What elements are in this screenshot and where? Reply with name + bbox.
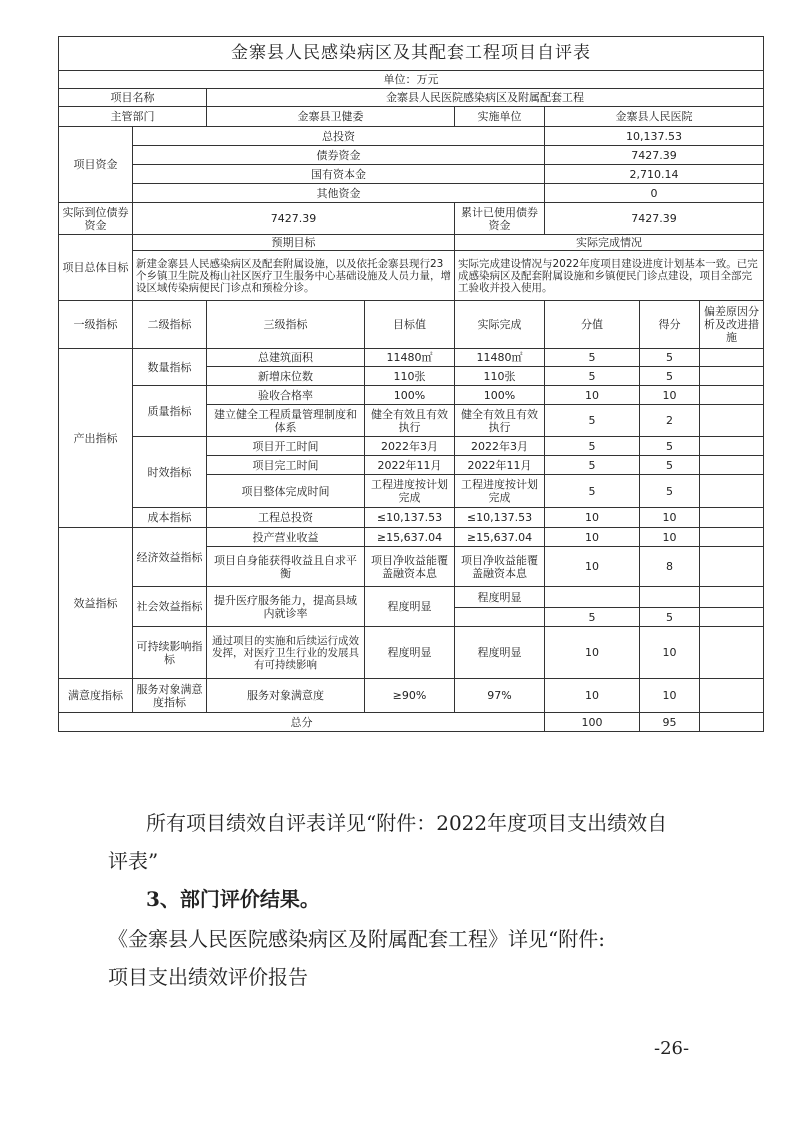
target-cell: ≥90%: [365, 679, 455, 713]
deviation-cell: [700, 386, 764, 405]
goal-label: 项目总体目标: [59, 235, 133, 301]
l2-cost: 成本指标: [133, 508, 207, 528]
used-bond-value: 7427.39: [545, 203, 764, 235]
deviation-cell: [700, 508, 764, 528]
l2-quality: 质量指标: [133, 386, 207, 437]
fund-row-label: 其他资金: [133, 184, 545, 203]
target-cell: 工程进度按计划完成: [365, 475, 455, 508]
header-cell: 偏差原因分析及改进措施: [700, 301, 764, 349]
fund-row-value: 7427.39: [545, 146, 764, 165]
deviation-cell: [700, 437, 764, 456]
fund-row-value: 2,710.14: [545, 165, 764, 184]
actual-cell: 2022年3月: [455, 437, 545, 456]
deviation-cell: [700, 679, 764, 713]
page-number: -26-: [654, 1038, 690, 1059]
unit-label: 单位：万元: [59, 71, 764, 89]
target-cell: ≥15,637.04: [365, 528, 455, 547]
deviation-cell: [700, 405, 764, 437]
l3-cell: 新增床位数: [207, 367, 365, 386]
score-max-cell: 5: [545, 608, 640, 627]
l3-cell: 建立健全工程质量管理制度和体系: [207, 405, 365, 437]
l3-cell: 验收合格率: [207, 386, 365, 405]
actual-bond-label: 实际到位债券资金: [59, 203, 133, 235]
score-max-cell: 10: [545, 679, 640, 713]
score-cell: 10: [640, 528, 700, 547]
deviation-cell: [700, 456, 764, 475]
dept-value: 金寨县卫健委: [207, 107, 455, 127]
deviation-cell: [700, 475, 764, 508]
deviation-cell: [700, 367, 764, 386]
project-name-label: 项目名称: [59, 89, 207, 107]
used-bond-label: 累计已使用债券资金: [455, 203, 545, 235]
actual-cell: 97%: [455, 679, 545, 713]
l2-timeliness: 时效指标: [133, 437, 207, 508]
section-heading-3: 3、部门评价结果。: [146, 887, 320, 911]
fund-row-label: 总投资: [133, 127, 545, 146]
actual-cell: ≥15,637.04: [455, 528, 545, 547]
score-cell: 5: [640, 608, 700, 627]
target-cell: 100%: [365, 386, 455, 405]
actual-goal-label: 实际完成情况: [455, 235, 764, 251]
score-max-cell: 5: [545, 475, 640, 508]
impl-label: 实施单位: [455, 107, 545, 127]
score-cell: 10: [640, 679, 700, 713]
self-evaluation-table: [58, 36, 764, 732]
deviation-cell: [700, 528, 764, 547]
l3-cell: 项目整体完成时间: [207, 475, 365, 508]
total-max: 100: [545, 713, 640, 732]
target-cell: 2022年11月: [365, 456, 455, 475]
fund-row-label: 国有资本金: [133, 165, 545, 184]
fund-label: 项目资金: [59, 127, 133, 203]
target-cell: 健全有效且有效执行: [365, 405, 455, 437]
score-cell: 8: [640, 547, 700, 587]
header-cell: 二级指标: [133, 301, 207, 349]
header-cell: 三级指标: [207, 301, 365, 349]
actual-goal-text: 实际完成建设情况与2022年度项目建设进度计划基本一致。已完成感染病区及配套附属设施和乡镇便民门诊点建设，项目全部完工验收并投入使用。: [455, 251, 764, 301]
score-cell: 10: [640, 508, 700, 528]
expected-goal-label: 预期目标: [133, 235, 455, 251]
fund-row-label: 债券资金: [133, 146, 545, 165]
score-max-cell: 10: [545, 627, 640, 679]
actual-bond-value: 7427.39: [133, 203, 455, 235]
target-cell: 110张: [365, 367, 455, 386]
dept-label: 主管部门: [59, 107, 207, 127]
header-cell: 一级指标: [59, 301, 133, 349]
score-cell: 5: [640, 349, 700, 367]
l3-cell: 工程总投资: [207, 508, 365, 528]
l2-sustain: 可持续影响指标: [133, 627, 207, 679]
score-cell: 10: [640, 386, 700, 405]
target-cell: ≤10,137.53: [365, 508, 455, 528]
l1-output: 产出指标: [59, 349, 133, 528]
score-cell: 2: [640, 405, 700, 437]
target-cell: 11480㎡: [365, 349, 455, 367]
l3-cell: 通过项目的实施和后续运行成效发挥，对医疗卫生行业的发展具有可持续影响: [207, 627, 365, 679]
deviation-cell: [700, 349, 764, 367]
l3-cell: 投产营业收益: [207, 528, 365, 547]
deviation-cell: [700, 547, 764, 587]
l3-cell: 项目开工时间: [207, 437, 365, 456]
deviation-cell: [700, 608, 764, 627]
l3-cell: 服务对象满意度: [207, 679, 365, 713]
header-cell: 得分: [640, 301, 700, 349]
header-cell: 实际完成: [455, 301, 545, 349]
paragraph-1-line-1: 所有项目绩效自评表详见“附件：2022年度项目支出绩效自: [146, 811, 668, 835]
target-cell: 2022年3月: [365, 437, 455, 456]
target-cell: 项目净收益能覆盖融资本息: [365, 547, 455, 587]
l2-quantity: 数量指标: [133, 349, 207, 386]
project-name-value: 金寨县人民医院感染病区及附属配套工程: [207, 89, 764, 107]
score-max-cell: 5: [545, 349, 640, 367]
l3-cell: 总建筑面积: [207, 349, 365, 367]
score-max-cell: 5: [545, 456, 640, 475]
l2-service: 服务对象满意度指标: [133, 679, 207, 713]
total-label: 总分: [59, 713, 545, 732]
actual-cell: ≤10,137.53: [455, 508, 545, 528]
paragraph-2-line-1: 《金寨县人民医院感染病区及附属配套工程》详见“附件:: [108, 927, 605, 951]
paragraph-2-line-2: 项目支出绩效评价报告: [108, 965, 308, 989]
score-max-cell: 10: [545, 547, 640, 587]
l1-satisfaction: 满意度指标: [59, 679, 133, 713]
score-max-cell: 5: [545, 367, 640, 386]
actual-cell: 工程进度按计划完成: [455, 475, 545, 508]
l1-benefit: 效益指标: [59, 528, 133, 679]
score-cell: 10: [640, 627, 700, 679]
impl-value: 金寨县人民医院: [545, 107, 764, 127]
l3-cell: 项目自身能获得收益且自求平衡: [207, 547, 365, 587]
score-max-cell: 5: [545, 405, 640, 437]
score-max-cell: 10: [545, 386, 640, 405]
target-cell: 程度明显: [365, 587, 455, 627]
score-cell: 5: [640, 475, 700, 508]
score-cell-empty: [640, 587, 700, 608]
deviation-cell: [700, 713, 764, 732]
actual-cell: 2022年11月: [455, 456, 545, 475]
actual-cell: 11480㎡: [455, 349, 545, 367]
actual-cell: 程度明显: [455, 587, 545, 608]
actual-cell-empty: [455, 608, 545, 627]
score-max-cell: 5: [545, 437, 640, 456]
target-cell: 程度明显: [365, 627, 455, 679]
fund-row-value: 10,137.53: [545, 127, 764, 146]
score-cell: 5: [640, 367, 700, 386]
deviation-cell: [700, 587, 764, 608]
header-cell: 目标值: [365, 301, 455, 349]
actual-cell: 程度明显: [455, 627, 545, 679]
l3-cell: 项目完工时间: [207, 456, 365, 475]
l2-economic: 经济效益指标: [133, 528, 207, 587]
deviation-cell: [700, 627, 764, 679]
total-score: 95: [640, 713, 700, 732]
score-max-cell: 10: [545, 508, 640, 528]
score-cell: 5: [640, 456, 700, 475]
header-cell: 分值: [545, 301, 640, 349]
expected-goal-text: 新建金寨县人民感染病区及配套附属设施，以及依托金寨县现行23个乡镇卫生院及梅山社区医疗卫生服务中心基础设施及人员力量，增设区域传染病便民门诊点和预检分诊。: [133, 251, 455, 301]
paragraph-1-line-2: 评表”: [108, 849, 159, 873]
score-max-cell-empty: [545, 587, 640, 608]
actual-cell: 100%: [455, 386, 545, 405]
score-max-cell: 10: [545, 528, 640, 547]
actual-cell: 项目净收益能覆盖融资本息: [455, 547, 545, 587]
table-title: 金寨县人民感染病区及其配套工程项目自评表: [59, 37, 764, 71]
l2-social: 社会效益指标: [133, 587, 207, 627]
actual-cell: 110张: [455, 367, 545, 386]
actual-cell: 健全有效且有效执行: [455, 405, 545, 437]
l3-cell: 提升医疗服务能力，提高县域内就诊率: [207, 587, 365, 627]
fund-row-value: 0: [545, 184, 764, 203]
score-cell: 5: [640, 437, 700, 456]
